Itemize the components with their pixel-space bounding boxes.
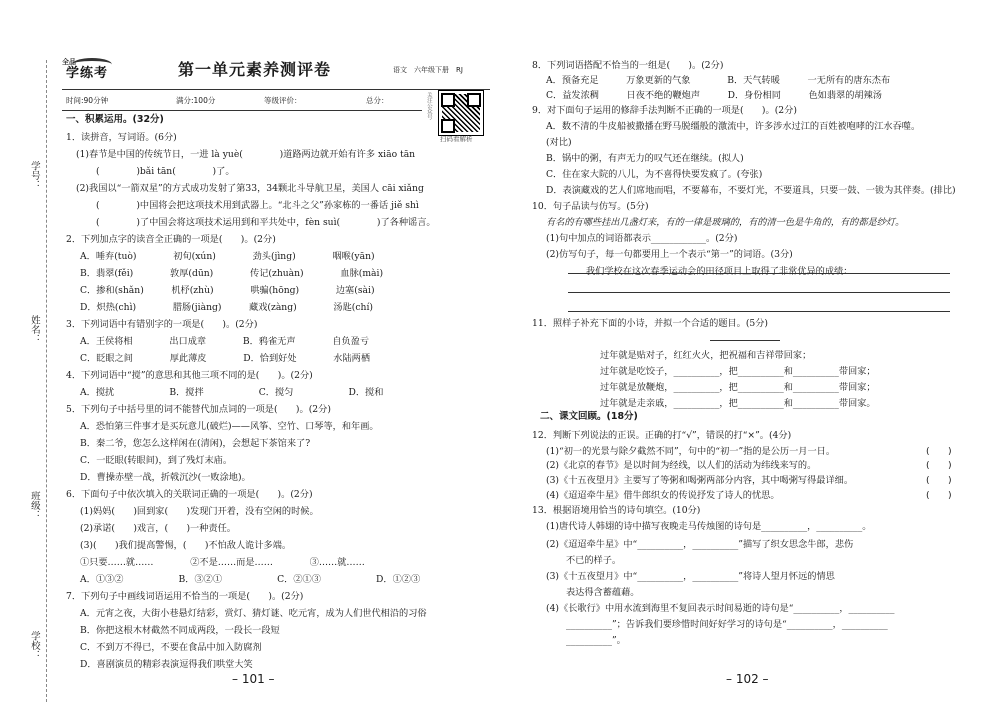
right-line-30: 表达得含蓄蕴藉。 [566,587,640,598]
left-line-1: 1．读拼音，写词语。(6分) [66,132,177,143]
right-line-22: (2)《北京的春节》是以时间为经线，以人们的活动为纬线来写的。 [546,460,817,471]
left-line-4: (2)我国以“一箭双星”的方式成功发射了第33，34颗北斗导航卫星，美国人 cāi xiǎng [76,183,424,194]
section-heading: 一、积累运用。(32分) [66,114,164,125]
right-line-11: 有名的有哪些挂出几盏灯来，有的一律是玻璃的，有的清一色是牛角的，有的都是纱灯。 [546,217,905,228]
left-line-31: C．不到万不得已，不要在食品中加入防腐剂 [80,642,262,653]
left-line-32: D．喜剧演员的精彩表演逗得我们哄堂大笑 [80,659,253,670]
left-line-5: ( )中国将会把这项技术用到武器上。“北斗之父”孙家栋的一番话 jiě shì [96,200,419,211]
grade-label: 等级评价： [264,96,302,105]
header-divider-top [62,89,490,90]
answer-line-1[interactable] [568,273,950,274]
qr-side-text: 关注公众号 [425,92,432,120]
right-line-20: 12．判断下列说法的正误。正确的打“√”，错误的打“×”。(4分) [532,430,792,441]
judge-mark-4[interactable]: ( ) [926,490,952,501]
right-line-21: (1)“初一的光景与除夕截然不同”，句中的“初一”指的是公历一月一日。 [546,446,836,457]
left-line-26: ①只要……就…… ②不是……而是…… ③……就…… [80,557,365,568]
right-line-23: (3)《十五夜望月》主要写了等粥和喝粥两部分内容，其中喝粥写得最详细。 [546,475,854,486]
right-line-26: (1)唐代诗人韩翃的诗中描写夜晚走马传烛图的诗句是__________，__________。 [546,521,872,532]
right-line-13: (2)仿写句子，每一句都要用上一个表示“第一”的词语。(3分) [546,249,793,260]
right-line-31: (4)《长歌行》中用水流到海里不复回表示时间易逝的诗句是“__________，__________ [546,603,895,614]
right-line-8: C．住在家大院的八儿，为不喜得快要发疯了。(夸张) [546,169,763,180]
school-label: 学校： [28,628,40,663]
class-label: 班级： [28,488,40,523]
left-line-9: B．翡翠(fěi) 敦厚(dūn) 传记(zhuàn) 血脉(mài) [80,268,384,279]
right-line-10: 10．句子品读与仿写。(5分) [532,201,649,212]
right-line-1: 8．下列词语搭配不恰当的一组是( )。(2分) [532,60,724,71]
right-line-24: (4)《迢迢牵牛星》借牛郎织女的传说抒发了诗人的忧思。 [546,490,780,501]
right-line-6: (对比) [546,137,572,148]
total-label: 总分： [366,96,389,105]
left-line-13: A．王侯将相 出口成章 B．鸦雀无声 自负盈亏 [80,336,370,347]
right-line-9: D．表演藏戏的艺人们席地而唱，不要幕布，不要灯光，不要道具，只要一鼓、一钹为其伴奏。(排比) [546,185,956,196]
left-line-8: A．唾弃(tuò) 初旬(xún) 劲头(jìng) 咽喉(yān) [80,251,375,262]
answer-line-3[interactable] [568,311,950,312]
page-number: – 102 – [726,672,769,686]
right-line-12: (1)句中加点的词语都表示____________。(2分) [546,233,738,244]
right-page [500,0,1000,722]
binding-margin [0,0,52,722]
left-line-28: 7．下列句子中画线词语运用不恰当的一项是( )。(2分) [66,591,304,602]
time-label: 时间:90分钟 [66,96,109,105]
brand-logo [62,58,118,82]
right-line-28: 不已的样子。 [566,555,622,566]
right-line-16: 过年就是贴对子，红红火火，把祝福和吉祥带回家； [600,350,812,361]
right-line-2: A．预备充足 万象更新的气象 B．天气转暖 一无所有的唐东杰布 [546,75,891,86]
left-line-10: C．掺和(shǎn) 机杼(zhù) 哄骗(hōng) 边塞(sài) [80,285,375,296]
judge-mark-1[interactable]: ( ) [926,446,952,457]
left-line-19: B．秦二爷，您怎么这样闲在(清闲)，会想起下茶馆来了? [80,438,311,449]
qr-code-icon [438,90,484,136]
student-id-label: 学号： [28,158,40,193]
right-line-5: A．数不清的牛皮船被撒播在野马脱缰般的激流中，许多涉水过江的百姓被咆哮的江水吞噬。 [546,121,921,132]
right-line-7: B．锅中的粥，有声无力的叹气还在继续。(拟人) [546,153,744,164]
right-line-4: 9．对下面句子运用的修辞手法判断不正确的一项是( )。(2分) [532,105,797,116]
score-label: 满分:100分 [176,96,216,105]
subject-label: 语文 六年级下册 RJ [393,66,463,74]
right-line-33: __________”。 [566,635,626,646]
left-line-12: 3．下列词语中有错别字的一项是( )。(2分) [66,319,258,330]
left-line-15: 4．下列词语中“搅”的意思和其他三项不同的是( )。(2分) [66,370,313,381]
left-line-16: A．搅扰 B．搅拌 C．搅匀 D．搅和 [80,387,384,398]
answer-line-2[interactable] [568,292,950,293]
right-line-25: 13．根据语境用恰当的诗句填空。(10分) [532,505,701,516]
right-line-29: (3)《十五夜望月》中“__________，__________”将诗人望月怀远的情思 [546,571,835,582]
right-line-27: (2)《迢迢牵牛星》中“__________，__________”描写了织女思念牛郎，悲伤 [546,539,854,550]
left-line-18: A．恐怕第三件事才是买玩意儿(破烂)——风筝、空竹、口琴等，和年画。 [80,421,379,432]
page-number: – 101 – [232,672,275,686]
right-line-14: 我们学校在这次春季运动会的田径项目上取得了非常优异的成绩： [586,266,853,277]
left-line-3: ( )bǎi tān( )了。 [96,166,235,177]
left-line-24: (2)承诺( )戏言，( )一种责任。 [80,523,236,534]
section-heading-2: 二、课文回顾。(18分) [540,411,638,422]
right-line-18: 过年就是放鞭炮，__________，把__________和__________带回家； [600,382,876,393]
judge-mark-3[interactable]: ( ) [926,475,952,486]
binding-dashed-line [46,60,47,702]
left-line-22: 6．下面句子中依次填入的关联词正确的一项是( )。(2分) [66,489,313,500]
left-line-20: C．一眨眼(转眼间)，到了残灯末庙。 [80,455,233,466]
right-line-17: 过年就是吃饺子，__________，把__________和__________带回家； [600,366,876,377]
left-line-11: D．炽热(chì) 腊肠(jiàng) 藏戏(zàng) 汤匙(chí) [80,302,373,313]
judge-mark-2[interactable]: ( ) [926,460,952,471]
left-line-27: A．①③② B．③②① C．②①③ D．①②③ [80,574,421,585]
left-line-7: 2．下列加点字的读音全正确的一项是( )。(2分) [66,234,276,245]
right-line-3: C．益发浓稠 日夜不绝的鞭炮声 D．身份相同 色如翡翠的胡辣汤 [546,90,882,101]
left-line-29: A．元宵之夜，大街小巷悬灯结彩，赏灯、猜灯谜、吃元宵，成为人们世代相沿的习俗 [80,608,427,619]
left-line-21: D．曹操赤壁一战，折戟沉沙(一败涂地)。 [80,472,251,483]
header-divider-bottom [62,110,422,111]
left-line-2: (1)春节是中国的传统节日，一进 là yuè( )道路两边就开始有许多 xiāo tān [76,149,416,160]
poem-title-blank[interactable] [710,340,780,341]
left-line-23: (1)妈妈( )回到家( )发现门开着，没有空闲的时候。 [80,506,319,517]
right-line-19: 过年就是走亲戚，__________，把__________和__________带回家。 [600,398,876,409]
page-title: 第一单元素养测评卷 [178,60,332,79]
logo-top-text: 全品 [62,58,76,66]
right-line-15: 11．照样子补充下面的小诗，并拟一个合适的题目。(5分) [532,318,769,329]
right-line-32: __________”；告诉我们要珍惜时间好好学习的诗句是“__________，__________ [566,619,888,630]
logo-main-text: 学练考 [66,66,109,81]
left-line-25: (3)( )我们提高警惕，( )不怕敌人诡计多端。 [80,540,292,551]
left-line-14: C．眨眼之间 厚此薄皮 D．恰到好处 水陆两栖 [80,353,371,364]
name-label: 姓名： [28,312,40,347]
left-line-6: ( )了中国会将这项技术运用到和平共处中，fèn suì( )了各种谣言。 [96,217,436,228]
left-line-30: B．你把这根木材截然不同成两段，一段长一段短 [80,625,280,636]
left-line-17: 5．下列句子中括号里的词不能替代加点词的一项是( )。(2分) [66,404,331,415]
qr-caption: 扫码看解析 [440,135,473,143]
